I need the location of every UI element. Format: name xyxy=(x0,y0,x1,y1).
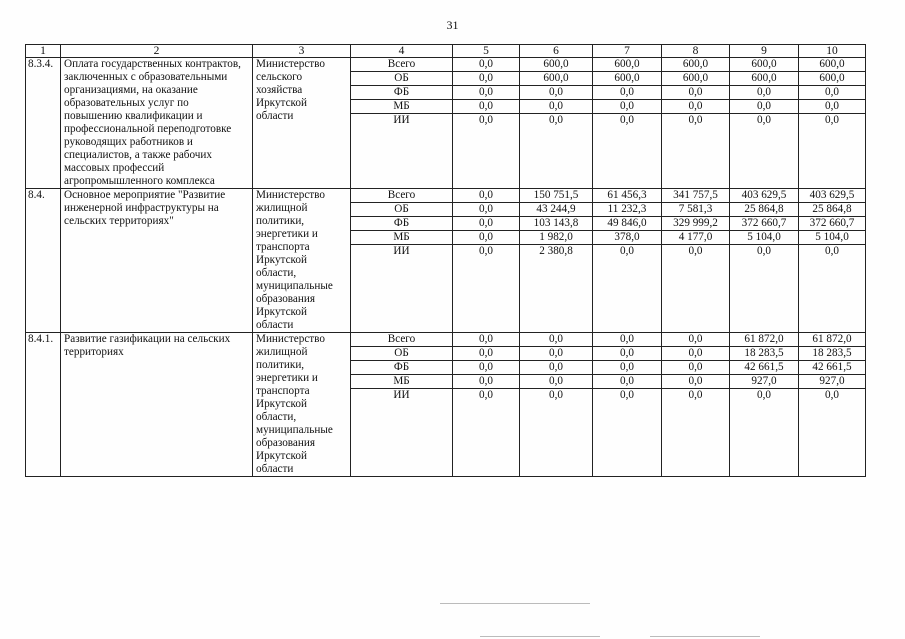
funding-value: 0,0 xyxy=(593,347,662,361)
funding-value: 0,0 xyxy=(662,375,730,389)
funding-value: 600,0 xyxy=(799,58,866,72)
funding-value: 0,0 xyxy=(453,245,520,333)
funding-value: 0,0 xyxy=(453,217,520,231)
funding-value: 0,0 xyxy=(520,114,593,189)
funding-value: 600,0 xyxy=(520,58,593,72)
item-index: 8.3.4. xyxy=(26,58,61,189)
funding-value: 0,0 xyxy=(453,189,520,203)
column-header: 8 xyxy=(662,45,730,58)
funding-value: 7 581,3 xyxy=(662,203,730,217)
funding-value: 42 661,5 xyxy=(799,361,866,375)
funding-value: 0,0 xyxy=(453,203,520,217)
funding-source: МБ xyxy=(351,100,453,114)
funding-value: 927,0 xyxy=(799,375,866,389)
funding-value: 600,0 xyxy=(593,72,662,86)
table-row xyxy=(26,333,866,347)
funding-value: 0,0 xyxy=(799,100,866,114)
page-number: 31 xyxy=(446,18,459,32)
funding-value: 0,0 xyxy=(593,86,662,100)
funding-value: 0,0 xyxy=(453,86,520,100)
funding-value: 0,0 xyxy=(662,245,730,333)
funding-value: 4 177,0 xyxy=(662,231,730,245)
column-header: 1 xyxy=(26,45,61,58)
column-header-row xyxy=(26,45,866,58)
item-description: Основное мероприятие "Развитие инженерной инфраструктуры на сельских территориях" xyxy=(61,189,253,333)
funding-value: 600,0 xyxy=(662,58,730,72)
funding-value: 1 982,0 xyxy=(520,231,593,245)
funding-value: 0,0 xyxy=(799,86,866,100)
funding-value: 0,0 xyxy=(453,333,520,347)
funding-value: 0,0 xyxy=(453,100,520,114)
funding-value: 5 104,0 xyxy=(730,231,799,245)
funding-value: 2 380,8 xyxy=(520,245,593,333)
funding-value: 18 283,5 xyxy=(730,347,799,361)
item-description: Оплата государственных контрактов, заключенных с образовательными организациями, на оказание образовательных услуг по повышению квалификации и профессиональной переподготовке руководящих работников и специалистов, а также рабочих массовых профессий агропромышленного комплекса xyxy=(61,58,253,189)
funding-value: 0,0 xyxy=(453,375,520,389)
funding-value: 49 846,0 xyxy=(593,217,662,231)
funding-value: 600,0 xyxy=(799,72,866,86)
funding-value: 0,0 xyxy=(593,100,662,114)
funding-value: 403 629,5 xyxy=(799,189,866,203)
funding-value: 927,0 xyxy=(730,375,799,389)
funding-value: 0,0 xyxy=(520,361,593,375)
funding-source: Всего xyxy=(351,189,453,203)
item-description: Развитие газификации на сельских территориях xyxy=(61,333,253,477)
column-header: 3 xyxy=(253,45,351,58)
responsible-executor: Министерство сельского хозяйства Иркутской области xyxy=(253,58,351,189)
funding-value: 0,0 xyxy=(730,389,799,477)
funding-value: 0,0 xyxy=(730,245,799,333)
funding-value: 600,0 xyxy=(593,58,662,72)
funding-value: 0,0 xyxy=(453,72,520,86)
funding-value: 0,0 xyxy=(453,347,520,361)
funding-value: 0,0 xyxy=(662,347,730,361)
funding-value: 0,0 xyxy=(453,361,520,375)
funding-source: МБ xyxy=(351,231,453,245)
column-header: 6 xyxy=(520,45,593,58)
funding-value: 0,0 xyxy=(662,86,730,100)
funding-value: 0,0 xyxy=(520,375,593,389)
funding-value: 329 999,2 xyxy=(662,217,730,231)
funding-value: 0,0 xyxy=(593,245,662,333)
column-header: 5 xyxy=(453,45,520,58)
table-body xyxy=(26,58,866,477)
funding-value: 0,0 xyxy=(662,333,730,347)
funding-source: ИИ xyxy=(351,389,453,477)
funding-value: 0,0 xyxy=(520,389,593,477)
funding-value: 0,0 xyxy=(453,114,520,189)
funding-value: 0,0 xyxy=(662,100,730,114)
table-row xyxy=(26,58,866,72)
funding-value: 150 751,5 xyxy=(520,189,593,203)
funding-value: 0,0 xyxy=(662,361,730,375)
funding-value: 0,0 xyxy=(453,231,520,245)
table-row xyxy=(26,189,866,203)
responsible-executor: Министерство жилищной политики, энергетики и транспорта Иркутской области, муниципальные образования Иркутской области xyxy=(253,189,351,333)
item-index: 8.4. xyxy=(26,189,61,333)
funding-value: 103 143,8 xyxy=(520,217,593,231)
funding-value: 5 104,0 xyxy=(799,231,866,245)
funding-source: ФБ xyxy=(351,86,453,100)
funding-value: 0,0 xyxy=(453,389,520,477)
funding-value: 403 629,5 xyxy=(730,189,799,203)
funding-value: 18 283,5 xyxy=(799,347,866,361)
funding-source: ОБ xyxy=(351,347,453,361)
funding-value: 0,0 xyxy=(662,114,730,189)
column-header: 7 xyxy=(593,45,662,58)
responsible-executor: Министерство жилищной политики, энергетики и транспорта Иркутской области, муниципальные образования Иркутской области xyxy=(253,333,351,477)
funding-value: 25 864,8 xyxy=(730,203,799,217)
funding-source: Всего xyxy=(351,333,453,347)
funding-value: 0,0 xyxy=(593,375,662,389)
funding-source: Всего xyxy=(351,58,453,72)
funding-source: ИИ xyxy=(351,114,453,189)
funding-value: 0,0 xyxy=(520,86,593,100)
funding-source: ОБ xyxy=(351,72,453,86)
funding-value: 43 244,9 xyxy=(520,203,593,217)
funding-value: 0,0 xyxy=(730,100,799,114)
column-header: 4 xyxy=(351,45,453,58)
funding-value: 0,0 xyxy=(730,114,799,189)
item-index: 8.4.1. xyxy=(26,333,61,477)
funding-value: 0,0 xyxy=(593,333,662,347)
funding-value: 25 864,8 xyxy=(799,203,866,217)
funding-value: 61 456,3 xyxy=(593,189,662,203)
funding-value: 341 757,5 xyxy=(662,189,730,203)
column-header: 10 xyxy=(799,45,866,58)
funding-value: 0,0 xyxy=(520,333,593,347)
funding-value: 61 872,0 xyxy=(730,333,799,347)
funding-source: ФБ xyxy=(351,361,453,375)
funding-value: 0,0 xyxy=(799,245,866,333)
funding-source: ОБ xyxy=(351,203,453,217)
funding-value: 42 661,5 xyxy=(730,361,799,375)
funding-value: 0,0 xyxy=(453,58,520,72)
column-header: 2 xyxy=(61,45,253,58)
funding-value: 0,0 xyxy=(520,100,593,114)
column-header: 9 xyxy=(730,45,799,58)
funding-source: МБ xyxy=(351,375,453,389)
funding-value: 600,0 xyxy=(520,72,593,86)
funding-value: 11 232,3 xyxy=(593,203,662,217)
funding-value: 0,0 xyxy=(730,86,799,100)
funding-value: 0,0 xyxy=(799,389,866,477)
funding-value: 600,0 xyxy=(730,58,799,72)
funding-source: ИИ xyxy=(351,245,453,333)
funding-value: 61 872,0 xyxy=(799,333,866,347)
funding-source: ФБ xyxy=(351,217,453,231)
funding-value: 0,0 xyxy=(593,361,662,375)
budget-table xyxy=(25,44,866,477)
funding-value: 0,0 xyxy=(662,389,730,477)
funding-value: 372 660,7 xyxy=(799,217,866,231)
funding-value: 378,0 xyxy=(593,231,662,245)
funding-value: 0,0 xyxy=(520,347,593,361)
funding-value: 600,0 xyxy=(730,72,799,86)
funding-value: 600,0 xyxy=(662,72,730,86)
funding-value: 0,0 xyxy=(593,389,662,477)
funding-value: 0,0 xyxy=(799,114,866,189)
funding-value: 0,0 xyxy=(593,114,662,189)
funding-value: 372 660,7 xyxy=(730,217,799,231)
